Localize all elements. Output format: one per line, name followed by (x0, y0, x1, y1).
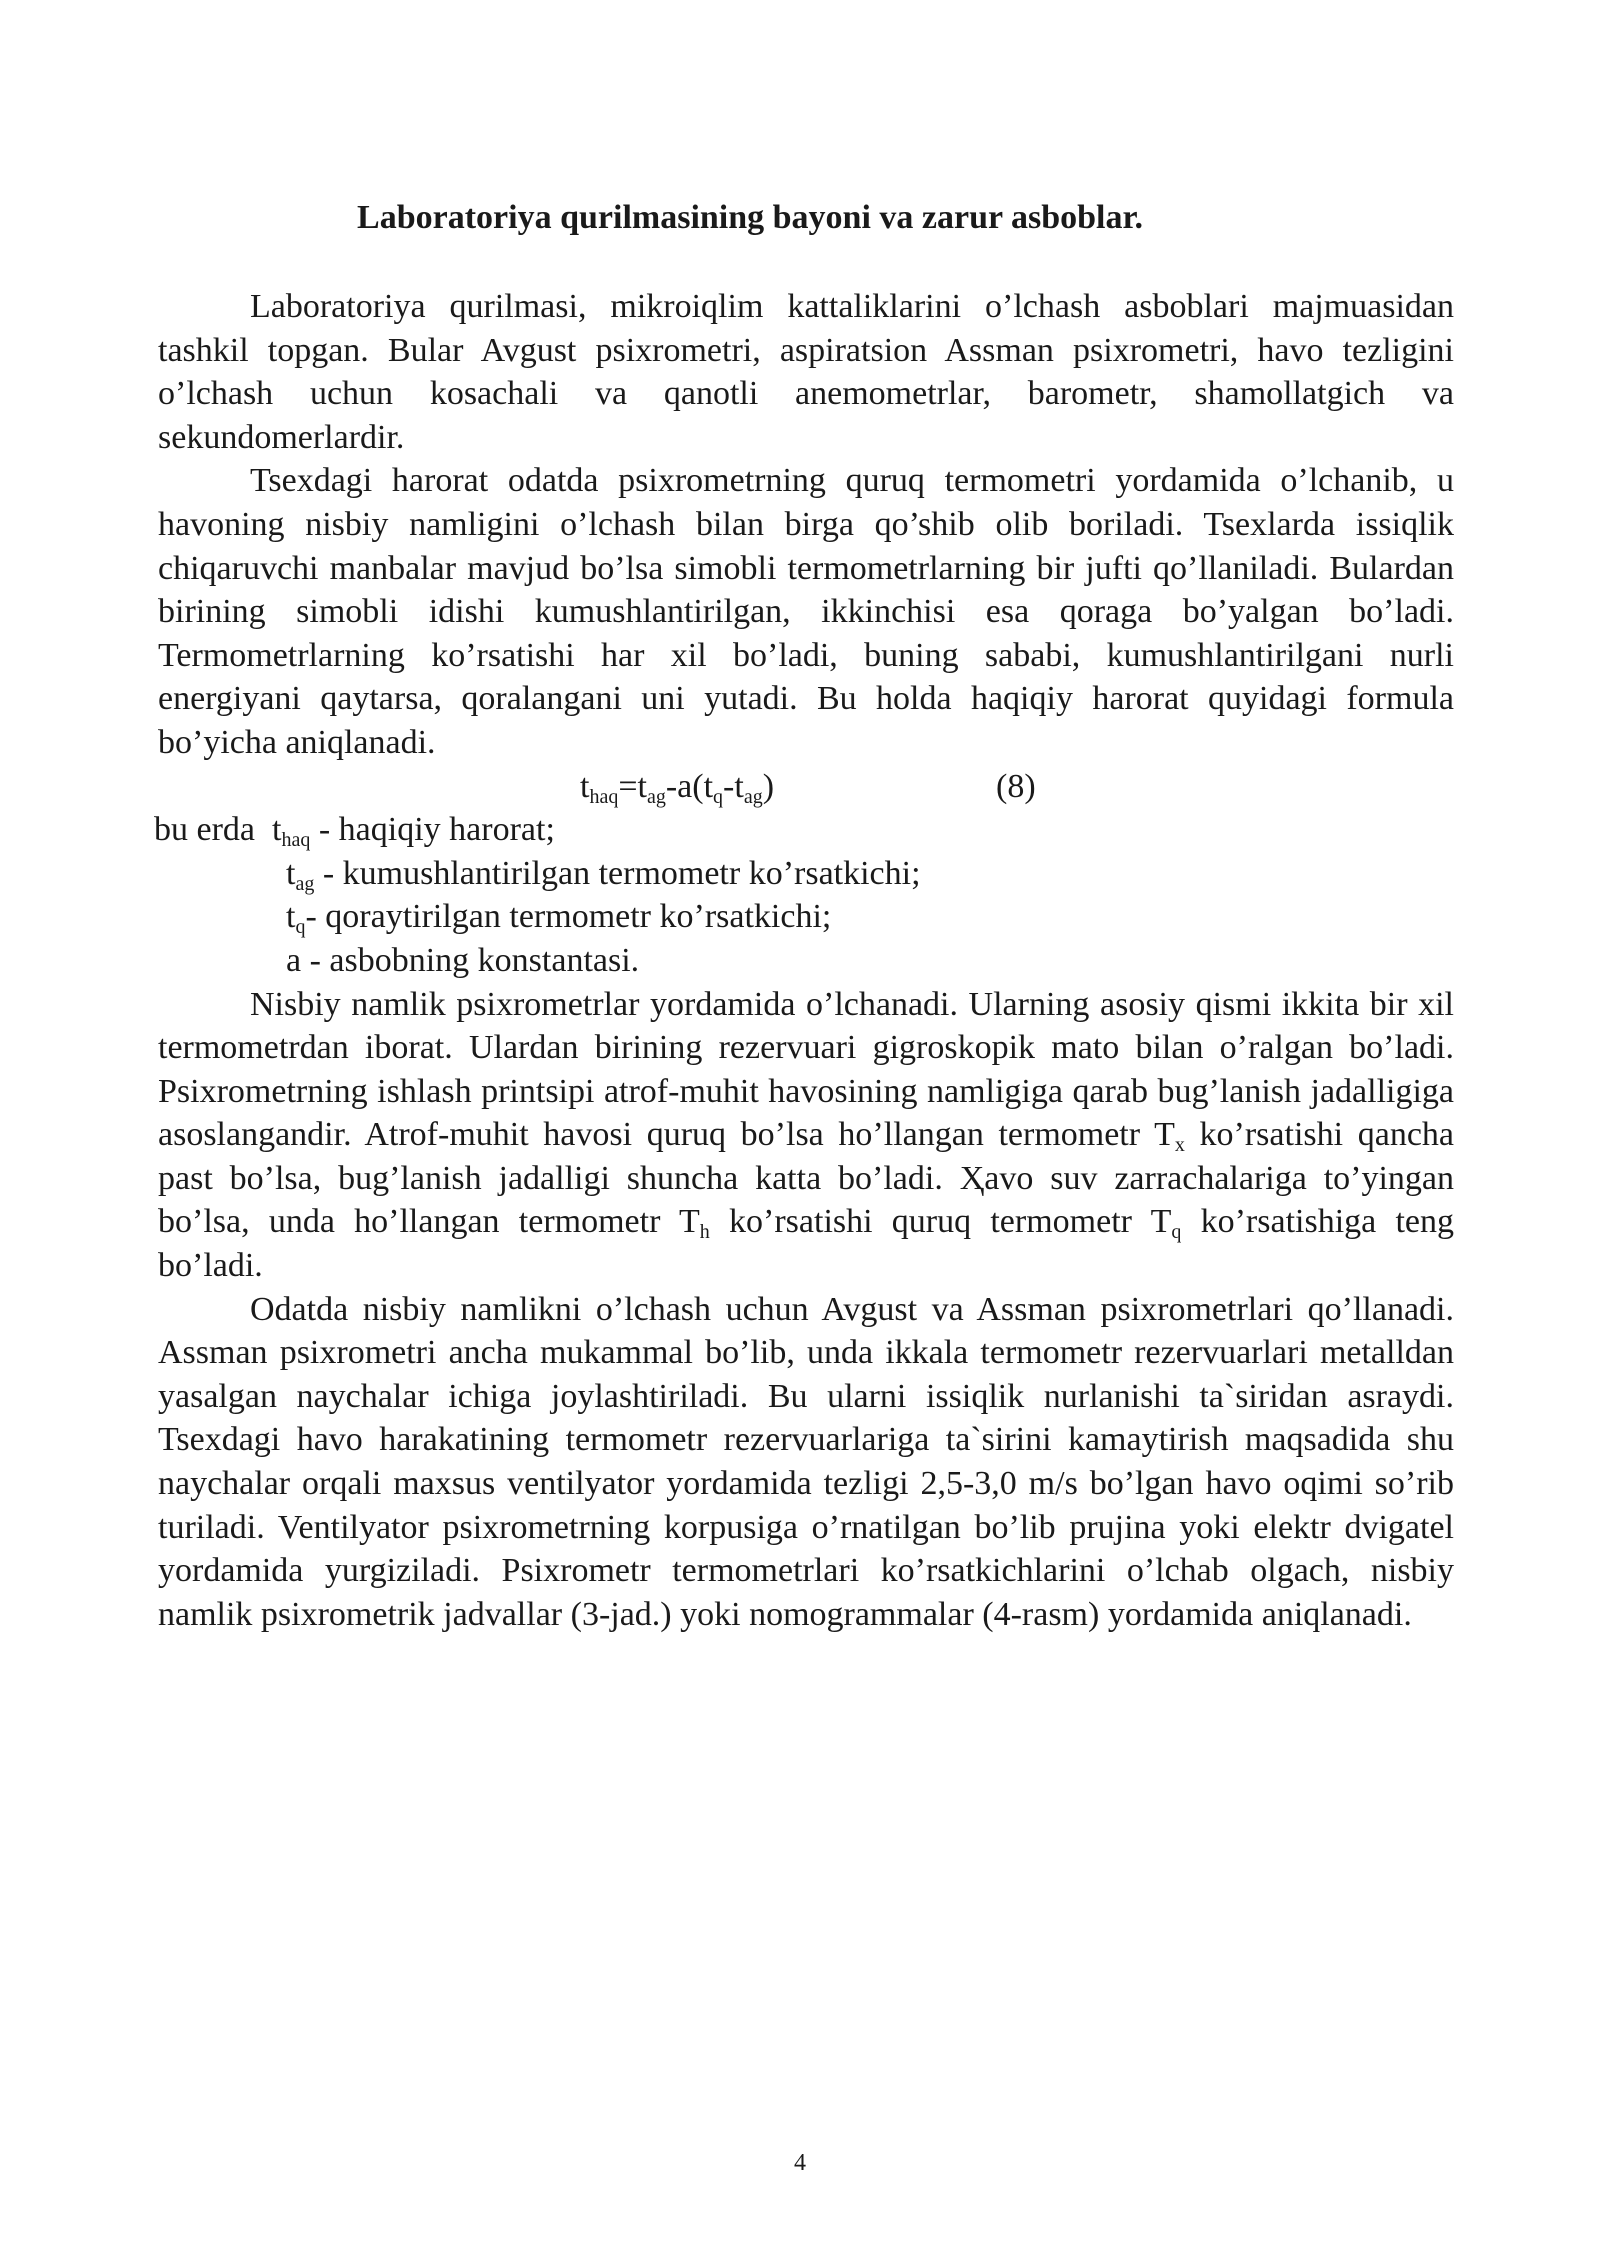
definition-q: $t_q-$ qoraytirilgan termometr ko’rsatkichi; (286, 898, 832, 939)
body-text (154, 285, 1455, 1636)
paragraph-3: Nisbiy namlik psixrometrlar yordamida o’lchanadi. Ularning asosiy qismi ikkita bir xil termometrdan iborat. Ulardan birining rezervuari gigroskopik mato bilan o’ralgan bo’ladi. Psixrometrning ishlash printsipi atrof-muhit havosining namligiga qarab bug’lanish jadalligiga asoslangandir. Atrof-muhit havosi quruq bo’lsa ho’llangan termometr $T_x$ ko’rsatishi qancha past bo’lsa, bug’lanish jadalligi shuncha katta bo’ladi. Ҳavo suv zarrachalariga to’yingan bo’lsa, unda ho’llangan termometr $T_h$ ko’rsatishi quruq termometr $T_q$ ko’rsatishiga teng bo’ladi. (158, 985, 1455, 1285)
formula-line (158, 765, 1454, 809)
formula: $t_{haq}=t_{ag}-a(t_q-t_{ag})$ (580, 767, 775, 808)
paragraph-2: Tsexdagi harorat odatda psixrometrning quruq termometri yordamida o’lchanib, u havoning nisbiy namligini o’lchash bilan birga qo’shib olib boriladi. Tsexlarda issiqlik chiqaruvchi manbalar mavjud bo’lsa simobli termometrlarning bir jufti qo’llaniladi. Bulardan birining simobli idishi kumushlantirilgan, ikkinchisi esa qoraga bo’yalgan bo’ladi. Termometrlarning ko’rsatishi har xil bo’ladi, buning sababi, kumushlantirilgani nurli energiyani qaytarsa, qoralangani uni yutadi. Bu holda haqiqiy harorat quyidagi formula bo’yicha aniqlanadi. (158, 462, 1454, 761)
section-title: Laboratoriya qurilmasining bayoni va zarur asboblar. (357, 199, 1143, 236)
definition-haq: bu erda $t_{haq}$ - haqiqiy harorat; (154, 811, 555, 852)
definition-a: a - asbobning konstantasi. (286, 941, 640, 979)
definition-ag: $t_{ag}$ - kumushlantirilgan termometr ko’rsatkichi; (286, 854, 921, 895)
formula-number: (8) (996, 767, 1036, 805)
paragraph-4: Odatda nisbiy namlikni o’lchash uchun Avgust va Assman psixrometrlari qo’llanadi. Assman psixrometri ancha mukammal bo’lib, unda ikkala termometr rezervuarlari metalldan yasalgan naychalar ichiga joylashtiriladi. Bu ularni issiqlik nurlanishi ta`siridan asraydi. Tsexdagi havo harakatining termometr rezervuarlariga ta`sirini kamaytirish maqsadida shu naychalar orqali maxsus ventilyator yordamida tezligi 2,5-3,0 m/s bo’lgan havo oqimi so’rib turiladi. Ventilyator psixrometrning korpusiga o’rnatilgan bo’lib prujina yoki elektr dvigatel yordamida yurgiziladi. Psixrometr termometrlari ko’rsatkichlarini o’lchab olgach, nisbiy namlik psixrometrik jadvallar (3-jad.) yoki nomogrammalar (4-rasm) yordamida aniqlanadi. (158, 1290, 1454, 1633)
page-number: 4 (794, 2150, 806, 2176)
paragraph-1: Laboratoriya qurilmasi, mikroiqlim kattaliklarini o’lchash asboblari majmuasidan tashkil topgan. Bular Avgust psixrometri, aspiratsion Assman psixrometri, havo tezligini o’lchash uchun kosachali va qanotli anemometrlar, barometr, shamollatgich va sekundomerlardir. (158, 288, 1454, 456)
